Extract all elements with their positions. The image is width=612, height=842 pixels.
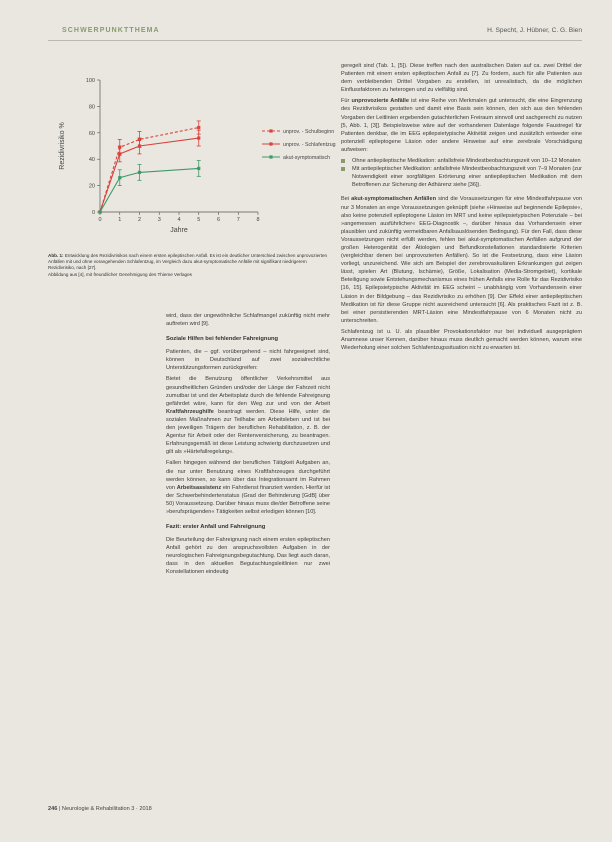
y-tick-label: 40 — [88, 157, 95, 164]
x-tick-label: 3 — [157, 217, 161, 223]
figure-1 — [48, 62, 336, 252]
bullet-text: Ohne antiepileptische Medikation: anfallsfreie Mindestbeobachtungszeit von 10–12 Monaten — [352, 158, 581, 165]
data-point — [138, 144, 141, 147]
paragraph — [166, 459, 330, 516]
bullet-item — [341, 165, 582, 189]
line-chart — [48, 62, 336, 252]
bold-term: Kraftfahrzeughilfe — [166, 408, 214, 415]
text-run: Bei — [341, 196, 352, 203]
paragraph — [166, 375, 330, 456]
y-tick-label: 80 — [88, 104, 95, 111]
left-body — [166, 312, 330, 580]
paragraph: Die Beurteilung der Fahreignung nach einem ersten epileptischen Anfall gehört zu den anspruchsvollsten Aufgaben in der neurologischen Fahreignungsbegutachtung. Das liegt auch daran, dass in den aktuellen Begutachtungsleitlinien nur zwei Konstellationen eindeutig — [166, 537, 330, 576]
text-run: Für — [341, 98, 352, 105]
section-header: SCHWERPUNKTTHEMA — [62, 27, 160, 34]
x-tick-label: 0 — [98, 217, 102, 223]
left-column — [48, 62, 336, 278]
paragraph: Patienten, die – ggf. vorübergehend – nicht fahrgeeignet sind, können in Deutschland auf zwei sozialrechtliche Unterstützungsformen zurückgreifen: — [166, 349, 330, 372]
text-run: ein Fahrdienst finanziert werden. Hierfür ist der Schwerbehindertenstatus (Grad der Behinderung [GdB] über 50) Voraussetzung. Darüber hinaus muss die/der Betroffene seine »berufsprägenden« Tätigkeiten selbst erledigen können [10]. — [166, 484, 330, 515]
legend-label: unprov. - Schlafentzug — [283, 142, 336, 148]
x-tick-label: 5 — [197, 217, 201, 223]
data-point — [197, 136, 200, 139]
text-run: Fallen hingegen während der beruflichen Tätigkeit Aufgaben an, die nur unter Benutzung eines Kraftfahrzeuges durchgeführt werden können, so kann über das Integrationsamt im Rahmen von — [166, 460, 330, 491]
figure-caption — [48, 253, 330, 278]
y-tick-label: 0 — [91, 210, 95, 216]
y-tick-label: 20 — [88, 183, 95, 190]
bullet-square-icon — [341, 167, 345, 171]
page-number: 246 — [48, 806, 58, 812]
caption-label: Abb. 1: — [48, 253, 64, 258]
legend-marker — [269, 155, 272, 158]
x-axis-label: Jahre — [170, 227, 188, 234]
data-point — [118, 152, 121, 155]
data-point — [138, 171, 141, 174]
y-axis-label: Rezidivrisiko % — [59, 122, 66, 170]
author-header: H. Specht, J. Hübner, C. G. Bien — [487, 27, 582, 34]
y-tick-label: 100 — [85, 78, 95, 84]
data-point — [197, 126, 200, 129]
paragraph — [341, 97, 582, 154]
page-footer — [48, 806, 152, 812]
bold-term: Arbeitsassistenz — [176, 484, 222, 491]
caption-text: Entwicklung des Rezidivrisikos nach einem ersten epileptischen Anfall. Es ist ein deutlicher Unterschied zwischen unprovozierten Anfällen mit und ohne vorangehenden Schlafentzug, im Vergleich dazu akut-symptomatische Anfälle mit signifikant niedrigerem Rezidivrisiko, nach [27]. — [48, 253, 328, 271]
x-tick-label: 6 — [216, 217, 221, 223]
legend-marker — [269, 129, 272, 132]
x-tick-label: 2 — [137, 217, 142, 223]
x-tick-label: 1 — [118, 217, 122, 223]
paragraph — [341, 195, 582, 325]
header-rule — [48, 40, 582, 41]
x-tick-label: 8 — [256, 217, 260, 223]
caption-note: Abbildung aus [4], mit freundlicher Genehmigung des Thieme Verlages — [48, 271, 192, 277]
bullet-square-icon — [341, 159, 345, 163]
journal-name: | Neurologie & Rehabilitation 3 · 2018 — [58, 806, 152, 812]
text-run: beantragt werden. Diese Hilfe, unter die sozialen Maßnahmen zur Teilhabe am Arbeitsleben und ist bei den jeweiligen Trägern der beruflichen Rehabilitation, z. B. der Agentur für Arbeit oder der Rentenversicherung, zu beantragen. Erfahrungsgemäß ist diese Leistung schwierig durchzusetzen und gilt als »Härtefallregelung«. — [166, 408, 330, 456]
data-point — [98, 210, 101, 213]
subheading-conclusion: Fazit: erster Anfall und Fahreignung — [166, 524, 266, 531]
paragraph: wird, dass der ungewöhnliche Schlafmangel zukünftig nicht mehr auftreten wird [9]. — [166, 313, 330, 328]
bullet-text: Mit antiepileptischer Medikation: anfallsfreie Mindestbeobachtungszeit von 7–9 Monaten (zur Notwendigkeit einer sorgfältigen Erörterung einer antiepileptischen Medikation mit dem Betroffenen zur Sicherung der Adhärenz siehe [36]). — [352, 166, 582, 189]
text-run: sind die Voraussetzungen für eine Mindestfahrpause von nur 3 Monaten an enge Voraussetzungen geknüpft (siehe »Hinweise auf beginnende Epilepsie«, also keine potenziell epileptogene Läsion im MRT und keine epilepsietypischen Potenziale – bei »angemessen ausführlicher« EEG-Diagnostik –, darüber hinaus das Vorhandensein einer plausiblen und zukünftig vermeidbaren Anfallsauslösenden Bedingung). Für den Fall, dass diese Voraussetzungen nicht erfüllt werden, fehlen bei akut-symptomatischen Anfällen aufgrund der großen Heterogenität der Ätiologien und Befundkonstellationen standardisierte Kriterien (vergleichbar denen bei unprovozierten Anfällen). So ist die Festsetzung, dass eine Läsion vorliegt, unzureichend. Wie sich am Beispiel der zerebrovaskulären Erkrankungen gut zeigen lässt, spielen Art (Blutung, Ischämie), Größe, Lokalisation (Media-Stromgebiet), kortikale Beteiligung sowie Entstehungsmechanismus eines frühen Anfalls eine Rolle für das Rezidivrisiko [16, 15]. Epilepsietypische Aktivität im EEG scheint – unabhängig vom Vorhandensein einer Läsion in der Bildgebung – das Rezidivrisiko zu erhöhen [9]. Der Effekt einer antiepileptischen Medikation ist für diese Gruppe nicht ausreichend untersucht [6]. Als praktisches Fazit ist z. B. bei einer persistierenden MRT-Läsion eine Mindestfahrpause von 6 Monaten nicht zu unterschreiten. — [341, 196, 583, 324]
data-point — [118, 176, 121, 179]
legend-marker — [269, 142, 272, 145]
x-tick-label: 4 — [177, 217, 181, 223]
data-point — [197, 167, 200, 170]
legend-label: akut-symptomatisch — [283, 155, 331, 161]
series-line — [100, 168, 199, 212]
legend-label: unprov. - Schulbeginn — [283, 129, 335, 135]
bullet-item — [341, 157, 582, 165]
bold-term: akut-symptomatischen Anfällen — [351, 196, 437, 203]
subheading-social-help: Soziale Hilfen bei fehlender Fahreignung — [166, 336, 279, 343]
bold-term: unprovozierte Anfälle — [351, 98, 409, 105]
series-line — [100, 138, 199, 212]
text-run: Bietet die Benutzung öffentlicher Verkehrsmittel aus gesundheitlichen Gründen und/oder der Länge der Fahrzeit nicht zumutbar ist und der Arbeitsplatz durch die fehlende Fahreignung gefährdet wäre, kann für den Weg zur und von der Arbeit — [166, 376, 330, 407]
x-tick-label: 7 — [236, 217, 240, 223]
paragraph: Schlafentzug ist u. U. als plausibler Provokationsfaktor nur bei individuell ausgeprägtem Anamnese unser Kennen, darüber hinaus muss deutlich gemacht werden können, warum eine Wiederholung einer solchen Schlafentzugssituation nicht zu erwarten ist. — [341, 328, 582, 352]
right-column — [341, 62, 582, 355]
text-run: ist eine Reihe von Merkmalen gut untersucht, die eine Eingrenzung des Rezidivrisikos gestatten und damit eine Basis sein können, den sich aus den fehlenden Vorgaben der Leitlinien ergebenden gutachterlichen Freiraum sinnvoll und sachgerecht zu nutzen [5, Abb. 1, [3]]. Beispielsweise wäre auf der vorhandenen Datenlage folgende Faustregel für Patienten denkbar, die im EEG epilepsietypische Aktivität zeigen und zusätzlich entweder eine potenziell epileptogene Läsion oder andere Hinweise auf eine zerebrale Vorschädigung aufweisen: — [341, 98, 582, 153]
y-tick-label: 60 — [88, 130, 95, 137]
paragraph: geregelt sind (Tab. 1, [5]). Diese treffen nach den australischen Daten auf ca. zwei Drittel der Patienten mit einem ersten epileptischen Anfall zu [7]. Zu fordern, auch für alle Patienten aus dem verbleibenden Drittel Vorgaben zu erstellen, ist unrealistisch, da die möglichen Einflussfaktoren zu heterogen und zu vielfältig sind. — [341, 63, 582, 94]
bullet-list — [341, 157, 582, 189]
